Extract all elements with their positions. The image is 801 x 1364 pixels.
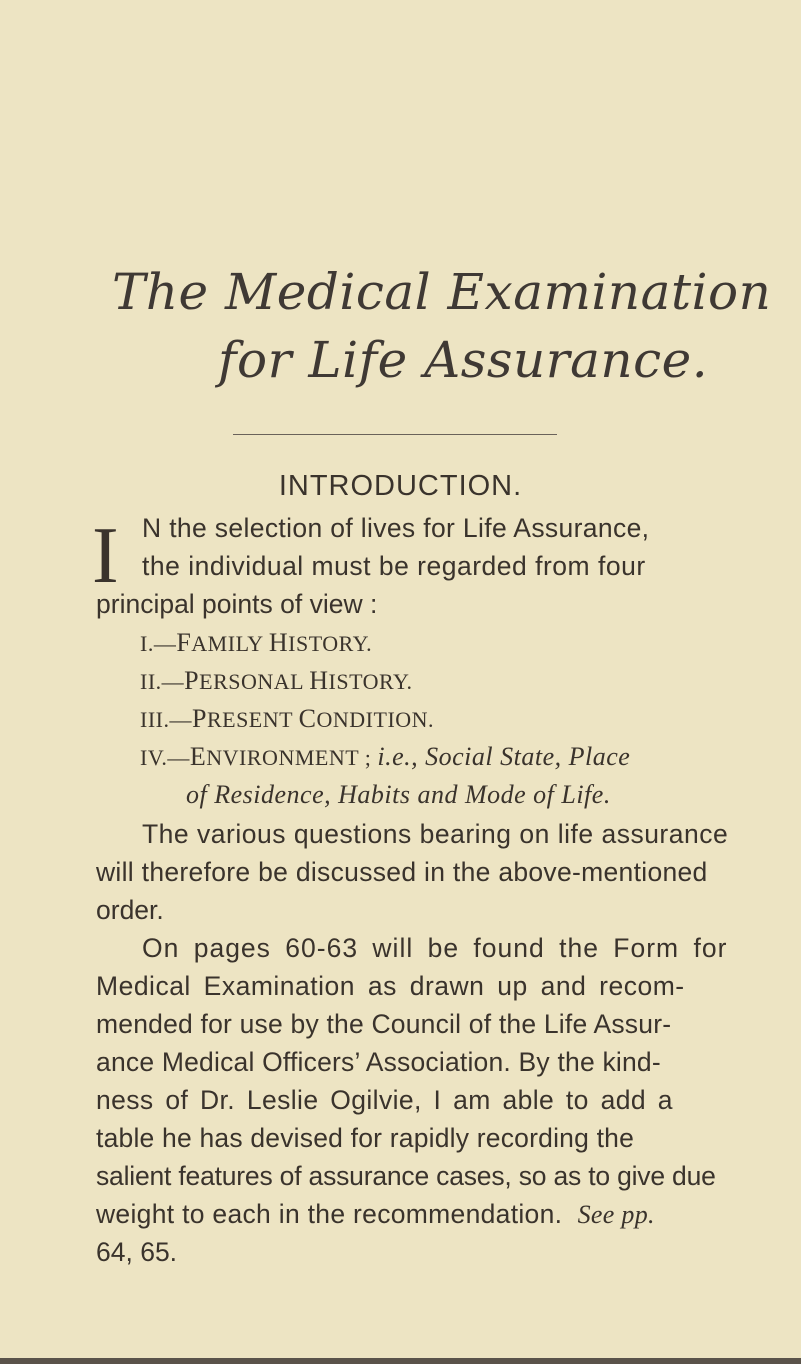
paragraph-2-line-3: mended for use by the Council of the Life Assur- xyxy=(96,1009,672,1039)
paragraph-2-line-4: ance Medical Officers’ Association. By the kind- xyxy=(96,1047,661,1077)
point-family-history: I.—FAMILY HISTORY. xyxy=(140,628,373,657)
page-title-line-2: for Life Assurance. xyxy=(218,331,709,389)
paragraph-2-line-1: On pages 60-63 will be found the Form for xyxy=(142,933,728,963)
paragraph-2-line-2: Medical Examination as drawn up and recom- xyxy=(96,971,685,1001)
paragraph-2-line-6: table he has devised for rapidly recording the xyxy=(96,1123,635,1153)
drop-cap: I xyxy=(92,512,119,600)
paragraph-2-line-5: ness of Dr. Leslie Ogilvie, I am able to add a xyxy=(96,1085,673,1115)
paragraph-1-line-3: order. xyxy=(96,895,164,925)
paragraph-2-line-8: weight to each in the recommendation. See pp. xyxy=(96,1199,655,1229)
point-environment: IV.—ENVIRONMENT ; i.e., Social State, Place xyxy=(140,742,631,771)
page-bottom-edge xyxy=(0,1358,801,1364)
intro-line-2: the individual must be regarded from four xyxy=(142,551,646,581)
title-rule-divider xyxy=(233,434,557,435)
point-personal-history: II.—PERSONAL HISTORY. xyxy=(140,666,413,695)
paragraph-1-line-1: The various questions bearing on life assurance xyxy=(142,819,729,849)
paragraph-1-line-2: will therefore be discussed in the above-mentioned xyxy=(96,857,708,887)
paragraph-2-line-9: 64, 65. xyxy=(96,1237,178,1267)
point-environment-continuation: of Residence, Habits and Mode of Life. xyxy=(186,780,611,809)
page-title-line-1: The Medical Examination xyxy=(112,263,772,321)
intro-line-1: N the selection of lives for Life Assurance, xyxy=(142,513,650,543)
intro-line-3: principal points of view : xyxy=(96,589,378,619)
point-present-condition: III.—PRESENT CONDITION. xyxy=(140,704,435,733)
paragraph-2-line-7: salient features of assurance cases, so as to give due xyxy=(96,1161,716,1191)
section-heading: INTRODUCTION. xyxy=(278,470,523,502)
